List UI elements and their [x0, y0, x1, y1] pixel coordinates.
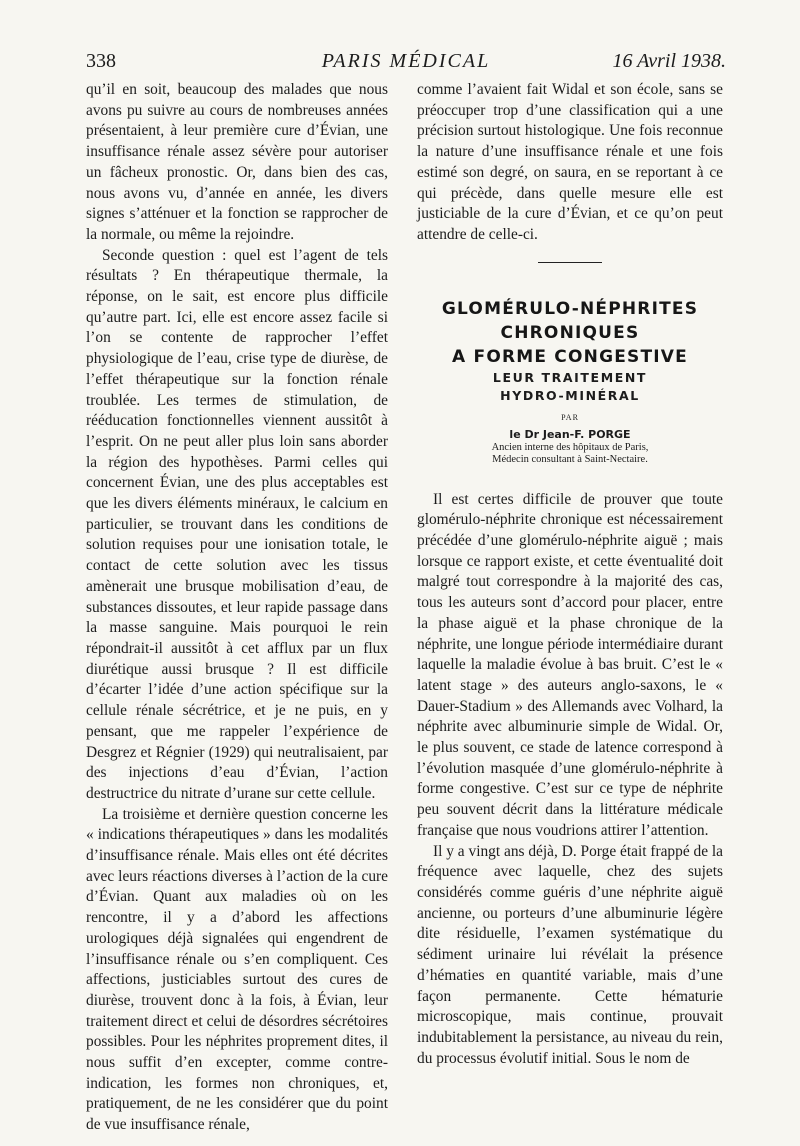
article-title-line: CHRONIQUES [500, 322, 640, 343]
author-name: le Dr Jean-F. PORGE [509, 427, 631, 441]
issue-date: 16 Avril 1938. [612, 50, 726, 72]
paragraph: comme l’avaient fait Widal et son école, sans se préoccuper trop d’une classification qui a une précision surtout histologique. Une fois reconnue la nature d’une insuffisance rénale et une fois estimé son degré, on saura, en se reportant à ce qui précède, dans quelle mesure elle est justiciable de la cure d’Évian, et ce qu’on peut attendre de celle-ci. [417, 81, 723, 243]
paragraph: Il y a vingt ans déjà, D. Porge était frappé de la fréquence avec laquelle, chez des sujets considérés comme guéris d’une néphrite aiguë ancienne, ou porteurs d’une albuminurie légère dite résiduelle, l’examen systématique du sédiment urinaire lui révélait la présence d’hématies en quantité variable, mais d’une façon permanente. Cette hématurie microscopique, mais continue, prouvait indubitablement la persistance, au niveau du rein, du processus évolutif initial. Sous le nom de [417, 842, 723, 1067]
byline-par: PAR [561, 412, 579, 422]
author-affiliation: Ancien interne des hôpitaux de Paris, [491, 441, 649, 453]
paragraph: La troisième et dernière question concerne les « indications thérapeutiques » dans les modalités d’insuffisance rénale. Mais elles ont été décrites avec leurs réactions diverses à l’action de la cure d’Évian. Quant aux maladies où on les rencontre, il y a d’abord les affections urologiques déjà signalées qui engendrent de l’insuffisance rénale ou s’en compliquent. Ces affections, justiciables surtout des cures de diurèse, trouvent donc à la fois, à Évian, leur traitement direct et celui de désordres sécrétoires possibles. Pour les néphrites proprement dites, il nous suffit d’en excepter, comme contre-indication, les formes non chroniques, et, pratiquement, de ne les considérer que du point de vue insuffisance rénale, [86, 805, 388, 1134]
section-divider [538, 262, 602, 263]
article-title-line: GLOMÉRULO-NÉPHRITES [441, 298, 699, 319]
paragraph: Il est certes difficile de prouver que toute glomérulo-néphrite chronique est nécessairement précédée d’une glomérulo-néphrite aiguë ; mais lorsque ce rapport existe, et cette éventualité doit malgré tout correspondre à la majorité des cas, tous les auteurs sont d’accord pour placer, entre la phase aiguë et la phase chronique de la néphrite, une longue période intermédiaire durant laquelle la maladie évolue à bas bruit. C’est le « latent stage » des auteurs anglo-saxons, le « Dauer-Stadium » des Allemands avec Volhard, la néphrite avec albuminurie simple de Widal. Or, le plus souvent, ce stade de latence correspond à l’évolution masquée d’une glomérulo-néphrite à forme congestive. C’est sur ce type de néphrite peu souvent décrit dans la littérature médicale française que nous voudrions attirer l’attention. [417, 490, 723, 839]
running-header [86, 50, 726, 76]
article-subtitle-line: LEUR TRAITEMENT [492, 369, 648, 385]
journal-title: PARIS MÉDICAL [321, 50, 491, 72]
article-title-line: A FORME CONGESTIVE [452, 346, 688, 367]
article-subtitle-line: HYDRO-MINÉRAL [500, 387, 640, 403]
paragraph: qu’il en soit, beaucoup des malades que nous avons pu suivre au cours de nombreuses années présentaient, à leur première cure d’Évian, une insuffisance rénale assez sévère pour autoriser un fâcheux pronostic. Or, dans bien des cas, nous avons vu, d’année en année, les divers signes s’atténuer et la fonction se rapprocher de la normale, ou même la rejoindre. [86, 81, 388, 243]
author-affiliation: Médecin consultant à Saint-Nectaire. [492, 453, 648, 465]
paragraph: Seconde question : quel est l’agent de tels résultats ? En thérapeutique thermale, la réponse, on le sait, est encore plus difficile qu’autre part. Ici, elle est encore assez facile si l’on se contente de rapprocher l’effet physiologique de l’eau, crise type de diurèse, de l’effet thérapeutique sur la fonction rénale troublée. Les termes de stimulation, de rééducation fonctionnelles viennent aussitôt à l’esprit. On ne peut aller plus loin sans aborder la région des hypothèses. Parmi celles qui concernent Évian, une des plus acceptables est que les divers éléments minéraux, le calcium en particulier, se trouvant dans les conditions de solution requises pour une ionisation totale, le contact de cette solution avec les tissus amènerait une brusque mobilisation d’eau, de substances dissoutes, et leur rapide passage dans la masse sanguine. Mais pourquoi le rein répondrait-il aussitôt à cet afflux par un flux diurétique aussi brusque ? Il est difficile d’écarter l’idée d’une action spécifique sur la cellule rénale sécrétrice, et je ne puis, en y pensant, que me rappeler l’expérience de Desgrez et Régnier (1929) qui neutralisaient, par des injections d’eau d’Évian, l’action destructrice du nitrate d’urane sur cette cellule. [86, 246, 388, 802]
right-column [417, 80, 723, 1069]
left-column [86, 80, 388, 1136]
page-number: 338 [86, 50, 116, 72]
article-body [417, 490, 723, 1070]
article-heading [417, 297, 723, 466]
